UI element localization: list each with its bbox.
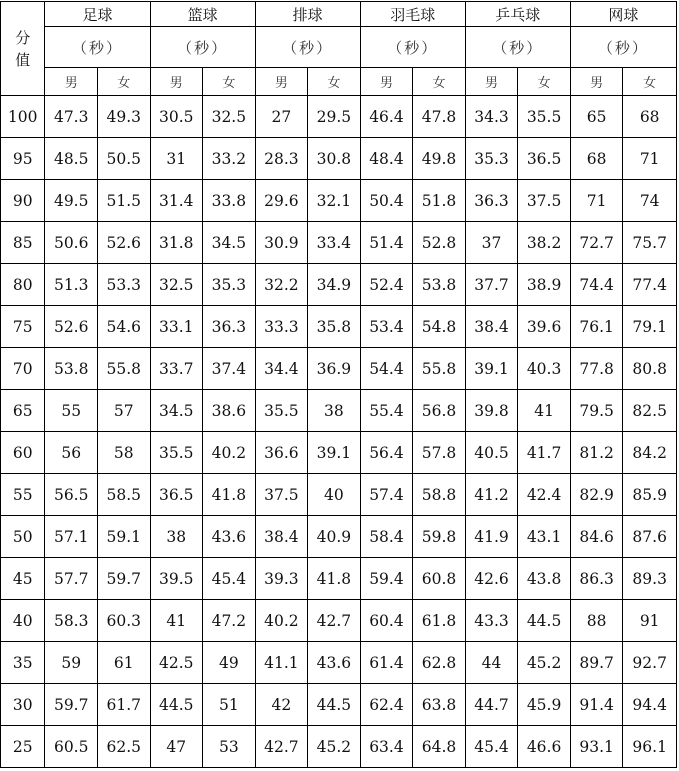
time-cell-football-female: 53.3 (97, 264, 150, 306)
time-cell-table-tennis-female: 45.9 (518, 684, 571, 726)
time-cell-table-tennis-male: 34.3 (465, 96, 518, 138)
time-cell-volleyball-female: 30.8 (308, 138, 361, 180)
time-cell-basketball-female: 40.2 (203, 432, 256, 474)
time-cell-football-female: 49.3 (97, 96, 150, 138)
time-cell-tennis-male: 82.9 (570, 474, 623, 516)
time-cell-football-male: 49.5 (45, 180, 98, 222)
time-cell-tennis-female: 68 (623, 96, 677, 138)
table-row (1, 348, 677, 390)
time-cell-volleyball-male: 32.2 (255, 264, 308, 306)
time-cell-tennis-female: 77.4 (623, 264, 677, 306)
time-cell-tennis-female: 85.9 (623, 474, 677, 516)
time-cell-basketball-female: 41.8 (203, 474, 256, 516)
time-cell-badminton-male: 62.4 (360, 684, 413, 726)
time-cell-basketball-female: 47.2 (203, 600, 256, 642)
table-row (1, 180, 677, 222)
time-cell-table-tennis-female: 43.1 (518, 516, 571, 558)
time-cell-football-male: 57.7 (45, 558, 98, 600)
time-cell-tennis-male: 68 (570, 138, 623, 180)
sport-header-badminton: 羽毛球 (360, 2, 465, 27)
time-cell-badminton-female: 53.8 (413, 264, 466, 306)
time-cell-tennis-male: 71 (570, 180, 623, 222)
time-cell-badminton-male: 63.4 (360, 726, 413, 768)
score-cell: 100 (1, 96, 45, 138)
time-cell-badminton-female: 54.8 (413, 306, 466, 348)
time-cell-badminton-female: 56.8 (413, 390, 466, 432)
time-cell-football-male: 50.6 (45, 222, 98, 264)
time-cell-football-male: 55 (45, 390, 98, 432)
time-cell-volleyball-female: 34.9 (308, 264, 361, 306)
time-cell-table-tennis-female: 45.2 (518, 642, 571, 684)
score-cell: 75 (1, 306, 45, 348)
time-cell-football-male: 47.3 (45, 96, 98, 138)
time-cell-volleyball-male: 29.6 (255, 180, 308, 222)
time-cell-basketball-female: 53 (203, 726, 256, 768)
time-cell-badminton-female: 49.8 (413, 138, 466, 180)
time-cell-basketball-female: 49 (203, 642, 256, 684)
time-cell-table-tennis-female: 38.2 (518, 222, 571, 264)
time-cell-basketball-female: 43.6 (203, 516, 256, 558)
score-label-top: 分 (15, 28, 31, 47)
male-label: 男 (255, 68, 308, 96)
time-cell-basketball-female: 32.5 (203, 96, 256, 138)
time-cell-badminton-female: 52.8 (413, 222, 466, 264)
gender-header-row (1, 68, 677, 96)
time-cell-football-female: 61.7 (97, 684, 150, 726)
time-cell-table-tennis-male: 36.3 (465, 180, 518, 222)
time-cell-volleyball-female: 45.2 (308, 726, 361, 768)
time-cell-basketball-male: 35.5 (150, 432, 203, 474)
time-cell-volleyball-female: 41.8 (308, 558, 361, 600)
score-cell: 35 (1, 642, 45, 684)
score-cell: 55 (1, 474, 45, 516)
time-cell-badminton-male: 48.4 (360, 138, 413, 180)
time-cell-volleyball-female: 32.1 (308, 180, 361, 222)
time-cell-table-tennis-male: 37 (465, 222, 518, 264)
time-cell-basketball-male: 31.8 (150, 222, 203, 264)
time-cell-volleyball-female: 40 (308, 474, 361, 516)
score-cell: 85 (1, 222, 45, 264)
score-cell: 70 (1, 348, 45, 390)
time-cell-basketball-female: 36.3 (203, 306, 256, 348)
time-cell-football-female: 55.8 (97, 348, 150, 390)
table-row (1, 432, 677, 474)
time-cell-badminton-female: 55.8 (413, 348, 466, 390)
table-header (1, 2, 677, 96)
table-row (1, 264, 677, 306)
unit-label: （秒） (45, 27, 150, 68)
time-cell-basketball-male: 44.5 (150, 684, 203, 726)
score-cell: 25 (1, 726, 45, 768)
time-cell-volleyball-male: 27 (255, 96, 308, 138)
unit-label: （秒） (465, 27, 570, 68)
time-cell-table-tennis-female: 41.7 (518, 432, 571, 474)
time-cell-table-tennis-female: 35.5 (518, 96, 571, 138)
score-cell: 65 (1, 390, 45, 432)
sport-header-football: 足球 (45, 2, 150, 27)
time-cell-football-male: 56 (45, 432, 98, 474)
unit-label: （秒） (150, 27, 255, 68)
table-row (1, 558, 677, 600)
time-cell-volleyball-female: 35.8 (308, 306, 361, 348)
time-cell-volleyball-male: 42.7 (255, 726, 308, 768)
time-cell-volleyball-female: 38 (308, 390, 361, 432)
time-cell-football-male: 52.6 (45, 306, 98, 348)
table-row (1, 474, 677, 516)
time-cell-basketball-male: 31.4 (150, 180, 203, 222)
time-cell-table-tennis-female: 41 (518, 390, 571, 432)
time-cell-tennis-male: 86.3 (570, 558, 623, 600)
time-cell-tennis-male: 93.1 (570, 726, 623, 768)
time-cell-volleyball-male: 38.4 (255, 516, 308, 558)
time-cell-table-tennis-male: 38.4 (465, 306, 518, 348)
female-label: 女 (203, 68, 256, 96)
time-cell-table-tennis-female: 37.5 (518, 180, 571, 222)
time-cell-badminton-male: 59.4 (360, 558, 413, 600)
time-cell-table-tennis-male: 40.5 (465, 432, 518, 474)
time-cell-badminton-female: 64.8 (413, 726, 466, 768)
unit-label: （秒） (570, 27, 676, 68)
score-cell: 40 (1, 600, 45, 642)
score-cell: 60 (1, 432, 45, 474)
time-cell-basketball-male: 33.7 (150, 348, 203, 390)
time-cell-football-female: 51.5 (97, 180, 150, 222)
table-body (1, 96, 677, 768)
table-row (1, 222, 677, 264)
time-cell-basketball-male: 39.5 (150, 558, 203, 600)
time-cell-basketball-female: 34.5 (203, 222, 256, 264)
time-cell-basketball-female: 33.2 (203, 138, 256, 180)
time-cell-tennis-female: 79.1 (623, 306, 677, 348)
time-cell-table-tennis-male: 35.3 (465, 138, 518, 180)
time-cell-football-female: 52.6 (97, 222, 150, 264)
female-label: 女 (308, 68, 361, 96)
time-cell-table-tennis-female: 39.6 (518, 306, 571, 348)
time-cell-table-tennis-female: 46.6 (518, 726, 571, 768)
time-cell-basketball-male: 42.5 (150, 642, 203, 684)
score-cell: 90 (1, 180, 45, 222)
time-cell-basketball-male: 41 (150, 600, 203, 642)
time-cell-tennis-female: 71 (623, 138, 677, 180)
time-cell-table-tennis-female: 42.4 (518, 474, 571, 516)
time-cell-basketball-female: 35.3 (203, 264, 256, 306)
time-cell-volleyball-female: 42.7 (308, 600, 361, 642)
time-cell-badminton-female: 51.8 (413, 180, 466, 222)
time-cell-badminton-male: 53.4 (360, 306, 413, 348)
time-cell-football-male: 60.5 (45, 726, 98, 768)
time-cell-tennis-male: 74.4 (570, 264, 623, 306)
time-cell-football-male: 57.1 (45, 516, 98, 558)
time-cell-badminton-female: 63.8 (413, 684, 466, 726)
time-cell-badminton-male: 61.4 (360, 642, 413, 684)
time-cell-badminton-female: 58.8 (413, 474, 466, 516)
time-cell-badminton-male: 46.4 (360, 96, 413, 138)
time-cell-basketball-male: 33.1 (150, 306, 203, 348)
time-cell-tennis-female: 74 (623, 180, 677, 222)
time-cell-football-female: 59.1 (97, 516, 150, 558)
time-cell-football-female: 61 (97, 642, 150, 684)
time-cell-tennis-male: 65 (570, 96, 623, 138)
time-cell-table-tennis-male: 37.7 (465, 264, 518, 306)
time-cell-football-female: 57 (97, 390, 150, 432)
time-cell-table-tennis-male: 39.1 (465, 348, 518, 390)
time-cell-tennis-female: 82.5 (623, 390, 677, 432)
time-cell-basketball-male: 34.5 (150, 390, 203, 432)
time-cell-table-tennis-male: 42.6 (465, 558, 518, 600)
time-cell-tennis-female: 89.3 (623, 558, 677, 600)
time-cell-table-tennis-male: 44.7 (465, 684, 518, 726)
time-cell-badminton-female: 61.8 (413, 600, 466, 642)
time-cell-football-male: 58.3 (45, 600, 98, 642)
table-row (1, 138, 677, 180)
time-cell-volleyball-female: 43.6 (308, 642, 361, 684)
time-cell-table-tennis-male: 43.3 (465, 600, 518, 642)
time-cell-tennis-female: 75.7 (623, 222, 677, 264)
table-row (1, 726, 677, 768)
time-cell-tennis-male: 77.8 (570, 348, 623, 390)
table-row (1, 306, 677, 348)
time-cell-badminton-female: 60.8 (413, 558, 466, 600)
female-label: 女 (623, 68, 677, 96)
time-cell-football-female: 60.3 (97, 600, 150, 642)
sport-header-table-tennis: 乒乓球 (465, 2, 570, 27)
time-cell-table-tennis-male: 41.2 (465, 474, 518, 516)
table-row (1, 642, 677, 684)
time-cell-football-female: 54.6 (97, 306, 150, 348)
time-cell-tennis-male: 84.6 (570, 516, 623, 558)
time-cell-basketball-male: 32.5 (150, 264, 203, 306)
sport-header-basketball: 篮球 (150, 2, 255, 27)
time-cell-football-female: 58 (97, 432, 150, 474)
time-cell-tennis-male: 91.4 (570, 684, 623, 726)
time-cell-volleyball-female: 33.4 (308, 222, 361, 264)
table-row (1, 516, 677, 558)
male-label: 男 (465, 68, 518, 96)
time-cell-table-tennis-male: 39.8 (465, 390, 518, 432)
male-label: 男 (45, 68, 98, 96)
time-cell-basketball-female: 33.8 (203, 180, 256, 222)
time-cell-table-tennis-female: 44.5 (518, 600, 571, 642)
time-cell-table-tennis-female: 38.9 (518, 264, 571, 306)
time-cell-basketball-female: 45.4 (203, 558, 256, 600)
time-cell-tennis-male: 81.2 (570, 432, 623, 474)
male-label: 男 (570, 68, 623, 96)
score-cell: 45 (1, 558, 45, 600)
time-cell-volleyball-male: 30.9 (255, 222, 308, 264)
table-row (1, 96, 677, 138)
time-cell-volleyball-male: 34.4 (255, 348, 308, 390)
table-row (1, 684, 677, 726)
score-cell: 95 (1, 138, 45, 180)
time-cell-table-tennis-male: 45.4 (465, 726, 518, 768)
time-cell-table-tennis-female: 36.5 (518, 138, 571, 180)
time-cell-tennis-male: 88 (570, 600, 623, 642)
time-cell-volleyball-female: 29.5 (308, 96, 361, 138)
time-cell-tennis-male: 89.7 (570, 642, 623, 684)
time-cell-badminton-male: 57.4 (360, 474, 413, 516)
time-cell-basketball-female: 51 (203, 684, 256, 726)
time-cell-volleyball-male: 35.5 (255, 390, 308, 432)
time-cell-table-tennis-female: 40.3 (518, 348, 571, 390)
time-cell-basketball-male: 31 (150, 138, 203, 180)
score-label-bottom: 值 (15, 50, 31, 69)
time-cell-tennis-female: 84.2 (623, 432, 677, 474)
time-cell-basketball-female: 37.4 (203, 348, 256, 390)
time-cell-table-tennis-female: 43.8 (518, 558, 571, 600)
sport-header-volleyball: 排球 (255, 2, 360, 27)
time-cell-badminton-male: 52.4 (360, 264, 413, 306)
time-cell-football-male: 56.5 (45, 474, 98, 516)
time-cell-badminton-male: 54.4 (360, 348, 413, 390)
time-cell-basketball-male: 36.5 (150, 474, 203, 516)
time-cell-badminton-female: 47.8 (413, 96, 466, 138)
time-cell-volleyball-female: 40.9 (308, 516, 361, 558)
time-cell-football-male: 48.5 (45, 138, 98, 180)
unit-label: （秒） (255, 27, 360, 68)
time-cell-football-female: 62.5 (97, 726, 150, 768)
time-cell-tennis-male: 76.1 (570, 306, 623, 348)
sport-header-tennis: 网球 (570, 2, 676, 27)
time-cell-tennis-female: 92.7 (623, 642, 677, 684)
time-cell-volleyball-male: 37.5 (255, 474, 308, 516)
time-cell-volleyball-male: 41.1 (255, 642, 308, 684)
time-cell-football-female: 59.7 (97, 558, 150, 600)
time-cell-tennis-male: 72.7 (570, 222, 623, 264)
time-cell-badminton-male: 58.4 (360, 516, 413, 558)
time-cell-volleyball-female: 36.9 (308, 348, 361, 390)
time-cell-volleyball-female: 39.1 (308, 432, 361, 474)
time-cell-basketball-male: 47 (150, 726, 203, 768)
unit-label: （秒） (360, 27, 465, 68)
time-cell-badminton-female: 62.8 (413, 642, 466, 684)
unit-header-row (1, 27, 677, 68)
score-cell: 80 (1, 264, 45, 306)
time-cell-tennis-female: 91 (623, 600, 677, 642)
time-cell-volleyball-female: 44.5 (308, 684, 361, 726)
time-cell-tennis-female: 80.8 (623, 348, 677, 390)
table-row (1, 600, 677, 642)
time-cell-volleyball-male: 33.3 (255, 306, 308, 348)
time-cell-basketball-male: 38 (150, 516, 203, 558)
score-column-header (1, 2, 45, 96)
table-row (1, 390, 677, 432)
score-table (0, 1, 677, 768)
time-cell-football-male: 59.7 (45, 684, 98, 726)
time-cell-football-female: 58.5 (97, 474, 150, 516)
time-cell-volleyball-male: 28.3 (255, 138, 308, 180)
female-label: 女 (413, 68, 466, 96)
time-cell-badminton-male: 50.4 (360, 180, 413, 222)
female-label: 女 (518, 68, 571, 96)
time-cell-volleyball-male: 40.2 (255, 600, 308, 642)
time-cell-table-tennis-male: 44 (465, 642, 518, 684)
time-cell-tennis-female: 87.6 (623, 516, 677, 558)
sport-header-row (1, 2, 677, 27)
time-cell-volleyball-male: 36.6 (255, 432, 308, 474)
time-cell-football-female: 50.5 (97, 138, 150, 180)
time-cell-badminton-male: 55.4 (360, 390, 413, 432)
time-cell-table-tennis-male: 41.9 (465, 516, 518, 558)
time-cell-football-male: 59 (45, 642, 98, 684)
score-cell: 30 (1, 684, 45, 726)
time-cell-volleyball-male: 42 (255, 684, 308, 726)
time-cell-basketball-female: 38.6 (203, 390, 256, 432)
time-cell-tennis-female: 96.1 (623, 726, 677, 768)
male-label: 男 (150, 68, 203, 96)
time-cell-volleyball-male: 39.3 (255, 558, 308, 600)
time-cell-badminton-female: 57.8 (413, 432, 466, 474)
male-label: 男 (360, 68, 413, 96)
time-cell-football-male: 51.3 (45, 264, 98, 306)
score-cell: 50 (1, 516, 45, 558)
time-cell-badminton-female: 59.8 (413, 516, 466, 558)
time-cell-badminton-male: 60.4 (360, 600, 413, 642)
time-cell-badminton-male: 51.4 (360, 222, 413, 264)
female-label: 女 (97, 68, 150, 96)
time-cell-basketball-male: 30.5 (150, 96, 203, 138)
time-cell-football-male: 53.8 (45, 348, 98, 390)
time-cell-tennis-male: 79.5 (570, 390, 623, 432)
time-cell-badminton-male: 56.4 (360, 432, 413, 474)
time-cell-tennis-female: 94.4 (623, 684, 677, 726)
